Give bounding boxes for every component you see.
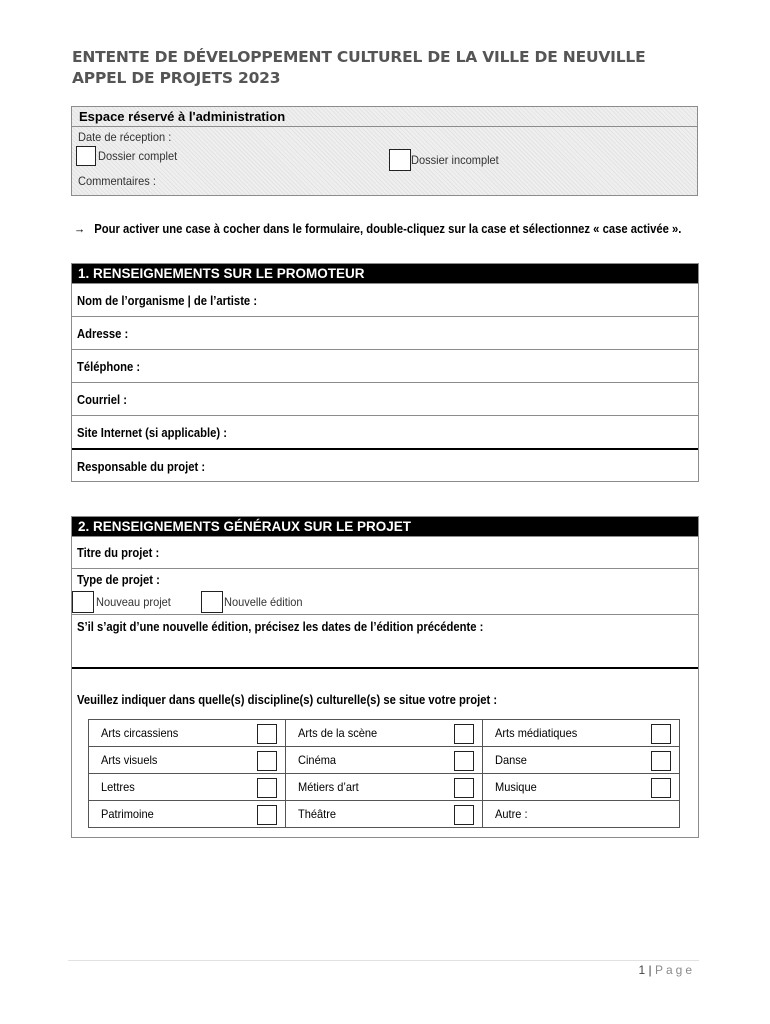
title-line-1: ENTENTE DE DÉVELOPPEMENT CULTUREL DE LA VILLE DE NEUVILLE (72, 48, 646, 66)
dossier-incomplet-label: Dossier incomplet (411, 153, 499, 167)
page-word: Page (654, 963, 695, 977)
admin-heading: Espace réservé à l'administration (72, 107, 697, 127)
discipline-label: Autre : (495, 807, 528, 821)
admin-box (71, 106, 698, 196)
field-courriel[interactable] (72, 382, 698, 415)
arrow-right-icon: → (74, 222, 86, 236)
discipline-checkbox[interactable] (257, 724, 277, 744)
field-label: Responsable du projet : (77, 460, 206, 474)
section-promoter (71, 263, 699, 482)
discipline-cell (89, 720, 286, 747)
field-label: Adresse : (77, 327, 129, 341)
table-row (89, 774, 680, 801)
document-title (72, 47, 645, 89)
field-label: Site Internet (si applicable) : (77, 426, 228, 440)
dossier-complet-label: Dossier complet (98, 149, 178, 163)
field-label: Courriel : (77, 393, 128, 407)
field-type-projet (72, 568, 698, 614)
page-number (638, 963, 695, 977)
discipline-cell (286, 720, 483, 747)
discipline-label: Théâtre (298, 807, 337, 821)
reception-date-label: Date de réception : (78, 130, 172, 144)
table-row (89, 720, 680, 747)
discipline-label: Danse (495, 753, 527, 767)
discipline-label: Cinéma (298, 753, 337, 767)
instruction-note (74, 222, 681, 236)
field-responsable[interactable] (72, 448, 698, 481)
dossier-incomplet-checkbox[interactable] (389, 149, 411, 171)
discipline-checkbox[interactable] (651, 751, 671, 771)
page-number-value: 1 (638, 963, 646, 977)
discipline-checkbox[interactable] (454, 778, 474, 798)
discipline-cell (286, 747, 483, 774)
discipline-cell (89, 747, 286, 774)
discipline-checkbox[interactable] (651, 724, 671, 744)
discipline-cell (483, 747, 680, 774)
nouvelle-edition-label: Nouvelle édition (224, 595, 303, 609)
discipline-cell (286, 774, 483, 801)
nouvelle-edition-checkbox[interactable] (201, 591, 223, 613)
discipline-label: Arts médiatiques (495, 726, 578, 740)
discipline-checkbox[interactable] (257, 805, 277, 825)
nouveau-projet-checkbox[interactable] (72, 591, 94, 613)
discipline-cell (483, 774, 680, 801)
field-label: Veuillez indiquer dans quelle(s) discipline(s) culturelle(s) se situe votre projet : (77, 693, 498, 707)
field-label: Type de projet : (77, 573, 160, 587)
discipline-checkbox[interactable] (257, 778, 277, 798)
section-project (71, 516, 699, 838)
discipline-checkbox[interactable] (454, 751, 474, 771)
discipline-cell-autre[interactable] (483, 801, 680, 828)
discipline-checkbox[interactable] (257, 751, 277, 771)
discipline-cell (286, 801, 483, 828)
title-line-2: APPEL DE PROJETS 2023 (72, 69, 281, 87)
section-1-heading: 1. RENSEIGNEMENTS SUR LE PROMOTEUR (72, 264, 698, 283)
discipline-cell (89, 801, 286, 828)
field-label: Titre du projet : (77, 546, 160, 560)
discipline-cell (483, 720, 680, 747)
table-row (89, 747, 680, 774)
disciplines-table (88, 719, 680, 828)
field-label: S’il s’agit d’une nouvelle édition, précisez les dates de l’édition précédente : (77, 620, 484, 634)
discipline-checkbox[interactable] (651, 778, 671, 798)
discipline-label: Arts de la scène (298, 726, 378, 740)
field-titre-projet[interactable] (72, 536, 698, 568)
discipline-label: Lettres (101, 780, 135, 794)
discipline-label: Arts visuels (101, 753, 158, 767)
table-row (89, 801, 680, 828)
discipline-checkbox[interactable] (454, 805, 474, 825)
discipline-cell (89, 774, 286, 801)
footer-divider (68, 960, 699, 961)
field-disciplines (72, 667, 698, 837)
discipline-label: Arts circassiens (101, 726, 179, 740)
discipline-label: Métiers d’art (298, 780, 359, 794)
nouveau-projet-label: Nouveau projet (96, 595, 171, 609)
field-organisme[interactable] (72, 283, 698, 316)
field-dates-edition[interactable] (72, 614, 698, 667)
instruction-text: Pour activer une case à cocher dans le formulaire, double-cliquez sur la case et sélectionnez « case activée ». (94, 222, 682, 236)
field-site-internet[interactable] (72, 415, 698, 448)
field-adresse[interactable] (72, 316, 698, 349)
discipline-label: Musique (495, 780, 537, 794)
dossier-complet-checkbox[interactable] (76, 146, 96, 166)
comments-label: Commentaires : (78, 174, 156, 188)
field-telephone[interactable] (72, 349, 698, 382)
discipline-label: Patrimoine (101, 807, 154, 821)
page-separator: | (648, 963, 652, 977)
discipline-checkbox[interactable] (454, 724, 474, 744)
section-2-heading: 2. RENSEIGNEMENTS GÉNÉRAUX SUR LE PROJET (72, 517, 698, 536)
field-label: Nom de l’organisme | de l’artiste : (77, 294, 258, 308)
field-label: Téléphone : (77, 360, 141, 374)
